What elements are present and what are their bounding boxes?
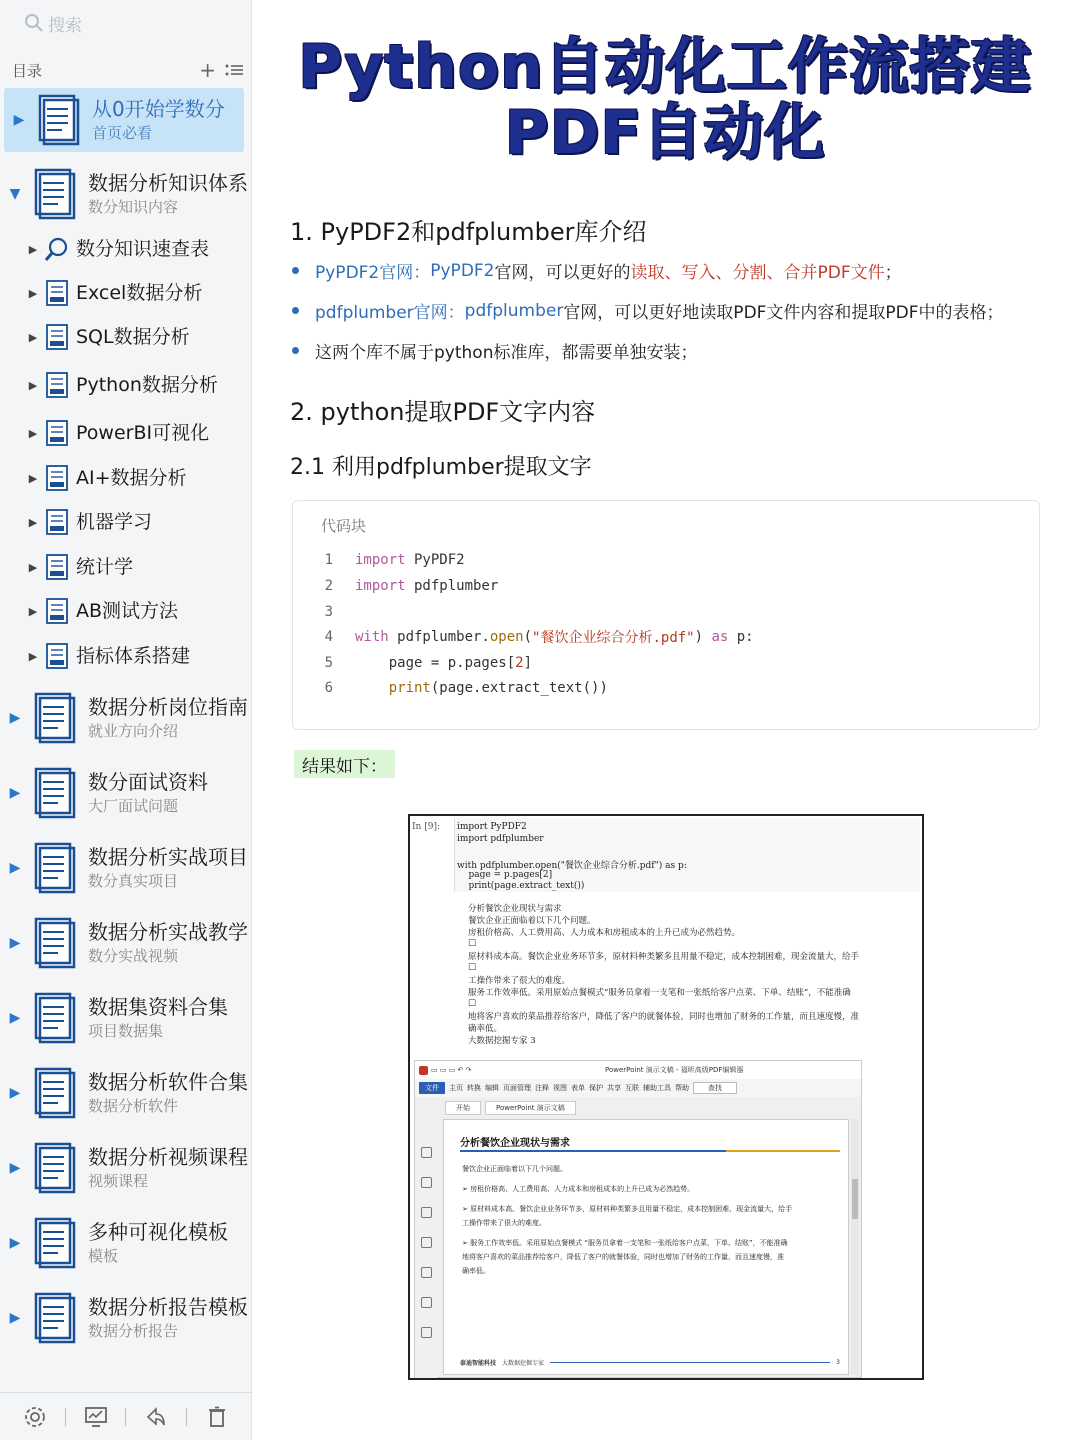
expand-arrow-icon[interactable]: ▶ bbox=[9, 710, 21, 726]
collapse-arrow-icon[interactable]: ▼ bbox=[9, 186, 21, 202]
code-line: 2 import pdfplumber bbox=[324, 578, 499, 594]
subsection-heading: 2.1 利用pdfplumber提取文字 bbox=[290, 455, 592, 480]
toc-item-label: 数据分析报告模板 bbox=[88, 1295, 248, 1319]
sidebar bbox=[0, 0, 252, 1440]
attachment-icon[interactable] bbox=[421, 1267, 432, 1278]
toc-subitem-ai[interactable] bbox=[0, 460, 248, 496]
notebook-cell: In [9]: import PyPDF2 import pdfplumber with pdfplumber.open("餐饮企业综合分析.pdf") as p: page = p.pages[2] print(page.extract_text()) bbox=[410, 816, 922, 894]
section-heading: 1. PyPDF2和pdfplumber库介绍 bbox=[290, 218, 647, 246]
result-screenshot bbox=[408, 814, 924, 1380]
toc-item-start[interactable] bbox=[4, 88, 244, 152]
document-icon bbox=[32, 167, 78, 221]
list-item: pdfplumber官网： pdfplumber 官网，可以更好地读取PDF文件内容和提取PDF中的表格； bbox=[292, 298, 1004, 323]
presentation-icon[interactable] bbox=[84, 1405, 108, 1429]
toc-subitem-ml[interactable] bbox=[0, 504, 248, 540]
document-icon bbox=[32, 916, 78, 970]
toc-subitem-cheatsheet[interactable] bbox=[0, 231, 248, 267]
list-item: 这两个库不属于python标准库，都需要单独安装； bbox=[292, 338, 697, 363]
toc-header bbox=[12, 58, 244, 82]
menu-item[interactable]: 主页 bbox=[449, 1084, 463, 1092]
pdf-editor-window bbox=[414, 1060, 862, 1378]
toc-subitem-excel[interactable] bbox=[0, 275, 248, 311]
slide-title: 分析餐饮企业现状与需求 bbox=[460, 1138, 570, 1149]
output-line: 房租价格高、人工费用高、人力成本和房租成本的上升已成为必然趋势。 bbox=[468, 928, 741, 938]
menu-item[interactable]: 表单 bbox=[571, 1084, 585, 1092]
pdf-editor-side-toolbar bbox=[415, 1117, 437, 1379]
section-heading: 2. python提取PDF文字内容 bbox=[290, 398, 596, 426]
scrollbar[interactable] bbox=[851, 1119, 859, 1375]
page-icon[interactable] bbox=[421, 1177, 432, 1188]
signature-icon[interactable] bbox=[421, 1297, 432, 1308]
toc-item-sub: 数分知识内容 bbox=[88, 198, 179, 216]
toc-item-label: Python数据分析 bbox=[76, 374, 218, 396]
toc-item-label: 机器学习 bbox=[76, 511, 153, 533]
document-icon bbox=[44, 642, 70, 670]
document-icon bbox=[32, 1141, 78, 1195]
magnifier-icon bbox=[44, 235, 70, 263]
slide-page: 分析餐饮企业现状与需求 餐饮企业正面临着以下几个问题。 ➢ 房租价格高、人工费用高、人力成本和房租成本的上升已成为必然趋势。 ➢ 原材料成本高。餐饮企业业务环节多，原材料种类繁多且用量不稳定，成本控制困难，现金流量大，给手 工操作带来了很大的难度。 ➢ 服务工作效率低。采用原始点餐模式 “服务员拿着一支笔和一张纸给客户点菜、下单、结账”，不能准确 地将客户喜欢的菜品推荐给客户，降低了客户的就餐体验，同时也增加了财务的工作量，而且速度慢，准 确率低。 泰迪智能科技 大数据挖掘专家 3 bbox=[443, 1119, 849, 1375]
expand-arrow-icon[interactable]: ▶ bbox=[9, 1160, 21, 1176]
toc-item-sub: 数据分析软件 bbox=[88, 1097, 179, 1115]
document-icon bbox=[44, 371, 70, 399]
code-block[interactable] bbox=[292, 500, 1040, 730]
link[interactable]: PyPDF2官网： bbox=[315, 263, 431, 283]
expand-arrow-icon[interactable]: ▶ bbox=[28, 286, 38, 300]
menu-item[interactable]: 编辑 bbox=[485, 1084, 499, 1092]
output-line: 餐饮企业正面临着以下几个问题。 bbox=[468, 916, 596, 926]
toc-item-label: PowerBI可视化 bbox=[76, 422, 210, 444]
toc-item-sub: 数分真实项目 bbox=[88, 872, 179, 890]
link[interactable]: pdfplumber bbox=[464, 300, 564, 321]
output-line: 服务工作效率低。采用原始点餐模式“服务员拿着一支笔和一张纸给客户点菜、下单、结账”，不能准确 bbox=[468, 988, 851, 998]
menu-item[interactable]: 辅助工具 bbox=[643, 1084, 671, 1092]
code-line: 1 import PyPDF2 bbox=[324, 552, 465, 568]
document-content bbox=[260, 0, 1080, 1440]
document-icon bbox=[32, 766, 78, 820]
sidebar-toolbar bbox=[0, 1392, 252, 1440]
toc-title: 目录 bbox=[12, 61, 43, 80]
toc-item-label: SQL数据分析 bbox=[76, 326, 190, 348]
expand-arrow-icon[interactable]: ▶ bbox=[13, 112, 25, 128]
result-label: 结果如下： bbox=[294, 750, 395, 778]
document-icon bbox=[44, 419, 70, 447]
toc-subitem-ab[interactable] bbox=[0, 593, 248, 629]
toc-item-label: 数据分析岗位指南 bbox=[88, 695, 248, 719]
expand-arrow-icon[interactable]: ▶ bbox=[9, 1235, 21, 1251]
toc-item-software[interactable] bbox=[0, 1061, 248, 1125]
toc-item-label: 从0开始学数分 bbox=[92, 97, 225, 121]
expand-arrow-icon[interactable]: ▶ bbox=[9, 1085, 21, 1101]
code-line: 4 with pdfplumber. open ( "餐饮企业综合分析.pdf" ) as p: bbox=[324, 629, 754, 646]
list-icon[interactable] bbox=[224, 62, 244, 78]
menu-item[interactable]: 注释 bbox=[535, 1084, 549, 1092]
expand-arrow-icon[interactable]: ▶ bbox=[28, 560, 38, 574]
app-logo-icon bbox=[419, 1066, 428, 1075]
document-icon bbox=[32, 1066, 78, 1120]
output-line: 原材料成本高。餐饮企业业务环节多，原材料种类繁多且用量不稳定，成本控制困难，现金流量大，给手 bbox=[468, 952, 860, 962]
toc-item-sub: 数分实战视频 bbox=[88, 947, 179, 965]
search-icon bbox=[24, 13, 44, 33]
toc-item-jobs[interactable] bbox=[0, 686, 248, 750]
list-item: PyPDF2官网： PyPDF2 官网，可以更好的 读取、写入、分割、合并PDF文件 ； bbox=[292, 258, 902, 283]
toc-item-label: 数据集资料合集 bbox=[88, 995, 228, 1019]
output-line: 工操作带来了很大的难度。 bbox=[468, 976, 571, 986]
toc-item-sub: 就业方向介绍 bbox=[88, 722, 179, 740]
menu-item[interactable]: 视图 bbox=[553, 1084, 567, 1092]
toc-item-label: 数据分析实战教学 bbox=[88, 920, 248, 944]
output-line: 确率低。 bbox=[468, 1024, 503, 1034]
expand-arrow-icon[interactable]: ▶ bbox=[28, 604, 38, 618]
slide-footer: 泰迪智能科技 大数据挖掘专家 3 bbox=[460, 1358, 840, 1367]
code-block-label: 代码块 bbox=[321, 517, 367, 535]
toc-subitem-stats[interactable] bbox=[0, 549, 248, 585]
document-icon bbox=[44, 597, 70, 625]
toc-item-reports[interactable] bbox=[0, 1286, 248, 1350]
code-line: 6 print (page.extract_text()) bbox=[324, 680, 608, 696]
document-icon bbox=[36, 93, 82, 147]
toc-item-label: 数分面试资料 bbox=[88, 770, 208, 794]
toc-item-label: 数据分析视频课程 bbox=[88, 1145, 248, 1169]
toc-subitem-powerbi[interactable] bbox=[0, 415, 248, 451]
menu-item[interactable]: 帮助 bbox=[675, 1084, 689, 1092]
menu-item[interactable]: 共享 bbox=[607, 1084, 621, 1092]
toc-item-label: 统计学 bbox=[76, 556, 134, 578]
toc-item-sub: 数据分析报告 bbox=[88, 1322, 179, 1340]
settings-icon[interactable] bbox=[23, 1405, 47, 1429]
toc-item-sub: 模板 bbox=[88, 1247, 119, 1265]
menu-item[interactable]: 保护 bbox=[589, 1084, 603, 1092]
expand-arrow-icon[interactable]: ▶ bbox=[28, 649, 38, 663]
expand-arrow-icon[interactable]: ▶ bbox=[28, 426, 38, 440]
toc-item-sub: 项目数据集 bbox=[88, 1022, 164, 1040]
document-icon bbox=[32, 841, 78, 895]
expand-arrow-icon[interactable]: ▶ bbox=[28, 378, 38, 392]
search-input[interactable]: 查找 bbox=[693, 1082, 737, 1094]
share-icon[interactable] bbox=[144, 1405, 168, 1429]
expand-arrow-icon[interactable]: ▶ bbox=[28, 515, 38, 529]
document-icon bbox=[32, 1216, 78, 1270]
page-subtitle: PDF自动化 bbox=[504, 98, 826, 168]
menu-item[interactable]: 页面管理 bbox=[503, 1084, 531, 1092]
link[interactable]: pdfplumber官网： bbox=[315, 303, 465, 323]
toc-item-label: AB测试方法 bbox=[76, 600, 179, 622]
comment-icon[interactable] bbox=[421, 1237, 432, 1248]
toc-subitem-sql[interactable] bbox=[0, 319, 248, 355]
output-line: 地将客户喜欢的菜品推荐给客户，降低了客户的就餐体验，同时也增加了财务的工作量，而且速度慢，准 bbox=[468, 1012, 860, 1022]
toc-item-label: 指标体系搭建 bbox=[76, 645, 191, 667]
tab-start[interactable]: 开始 bbox=[445, 1101, 481, 1115]
document-icon bbox=[44, 279, 70, 307]
document-icon bbox=[32, 691, 78, 745]
menu-item[interactable]: 互联 bbox=[625, 1084, 639, 1092]
output-line: □ bbox=[468, 962, 477, 972]
page-title: Python自动化工作流搭建 bbox=[298, 32, 1032, 102]
pdf-editor-tabs bbox=[445, 1099, 861, 1115]
expand-arrow-icon[interactable]: ▶ bbox=[28, 330, 38, 344]
expand-arrow-icon[interactable]: ▶ bbox=[9, 785, 21, 801]
toc-item-sub: 首页必看 bbox=[92, 124, 153, 142]
output-line: 大数据挖掘专家 3 bbox=[468, 1036, 536, 1046]
expand-arrow-icon[interactable]: ▶ bbox=[9, 860, 21, 876]
code-line: 5 page = p.pages[ 2 ] bbox=[324, 655, 533, 671]
code-line: 3 bbox=[324, 604, 333, 620]
document-icon bbox=[44, 553, 70, 581]
toc-item-label: AI+数据分析 bbox=[76, 467, 187, 489]
document-icon bbox=[44, 323, 70, 351]
toc-item-label: 多种可视化模板 bbox=[88, 1220, 228, 1244]
toc-item-label: 数据分析知识体系 bbox=[88, 171, 248, 195]
toc-item-sub: 视频课程 bbox=[88, 1172, 149, 1190]
trash-icon[interactable] bbox=[205, 1405, 229, 1429]
plus-icon[interactable]: + bbox=[199, 58, 216, 82]
expand-arrow-icon[interactable]: ▶ bbox=[9, 935, 21, 951]
toc-item-label: 数据分析软件合集 bbox=[88, 1070, 248, 1094]
page-icon[interactable] bbox=[421, 1147, 432, 1158]
toc-item-interview[interactable] bbox=[0, 761, 248, 825]
output-line: □ bbox=[468, 938, 477, 948]
document-icon bbox=[32, 991, 78, 1045]
tab-document[interactable]: PowerPoint 演示文稿 bbox=[485, 1101, 576, 1115]
output-line: 分析餐饮企业现状与需求 bbox=[468, 904, 562, 914]
toc-item-sub: 大厂面试问题 bbox=[88, 797, 179, 815]
pdf-editor-titlebar: ▭ ▭ ▭ ↶ ↷ PowerPoint 演示文稿 - 福昕高级PDF编辑器 bbox=[415, 1061, 861, 1079]
toc-item-templates[interactable] bbox=[0, 1211, 248, 1275]
expand-arrow-icon[interactable]: ▶ bbox=[9, 1010, 21, 1026]
toc-item-label: 数分知识速查表 bbox=[76, 238, 210, 260]
pdf-editor-menu bbox=[415, 1079, 861, 1097]
layer-icon[interactable] bbox=[421, 1207, 432, 1218]
document-icon bbox=[32, 1291, 78, 1345]
expand-arrow-icon[interactable]: ▶ bbox=[28, 471, 38, 485]
toc-item-label: Excel数据分析 bbox=[76, 282, 203, 304]
menu-item[interactable]: 转换 bbox=[467, 1084, 481, 1092]
search-box[interactable] bbox=[24, 10, 82, 36]
expand-arrow-icon[interactable]: ▶ bbox=[28, 242, 38, 256]
toc-subitem-metrics[interactable] bbox=[0, 638, 248, 674]
toc-item-projects[interactable] bbox=[0, 836, 248, 900]
toc-subitem-python[interactable] bbox=[0, 367, 248, 403]
expand-arrow-icon[interactable]: ▶ bbox=[9, 1310, 21, 1326]
toc-item-label: 数据分析实战项目 bbox=[88, 845, 248, 869]
toc-item-teaching[interactable] bbox=[0, 911, 248, 975]
document-icon bbox=[44, 464, 70, 492]
toc-item-knowledge[interactable] bbox=[0, 162, 248, 226]
output-line: □ bbox=[468, 998, 477, 1008]
lock-icon[interactable] bbox=[421, 1327, 432, 1338]
menu-file[interactable]: 文件 bbox=[419, 1082, 445, 1094]
toc-item-videos[interactable] bbox=[0, 1136, 248, 1200]
cell-prompt: In [9]: bbox=[412, 822, 440, 832]
link[interactable]: PyPDF2 bbox=[430, 260, 495, 281]
search-placeholder: 搜索 bbox=[48, 15, 82, 36]
toc-item-datasets[interactable] bbox=[0, 986, 248, 1050]
document-icon bbox=[44, 508, 70, 536]
window-title: PowerPoint 演示文稿 - 福昕高级PDF编辑器 bbox=[605, 1066, 744, 1074]
